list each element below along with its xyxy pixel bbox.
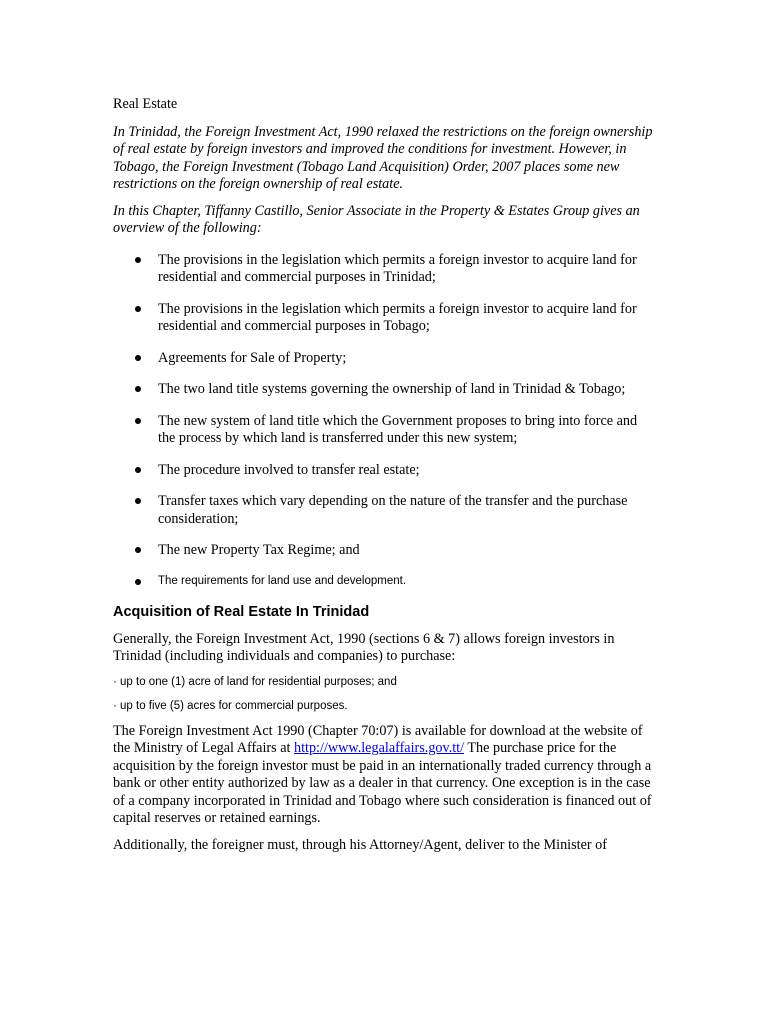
list-item: The new system of land title which the Government proposes to bring into force and the process by which land is transferred under this new system;: [113, 413, 653, 448]
overview-bullet-list: [113, 252, 653, 589]
document-page: [113, 96, 653, 854]
intro-paragraph: In Trinidad, the Foreign Investment Act, 1990 relaxed the restrictions on the foreign ownership of real estate by foreign investors and improved the conditions for investment. However, in Tobago, the Foreign Investment (Tobago Land Acquisition) Order, 2007 places some new restrictions on the foreign ownership of real estate.: [113, 123, 653, 192]
section-heading: Acquisition of Real Estate In Trinidad: [113, 603, 370, 620]
list-item: Transfer taxes which vary depending on the nature of the transfer and the purchase consideration;: [113, 493, 653, 528]
bullet-icon: [135, 355, 141, 361]
bullet-icon: [135, 498, 141, 504]
additional-paragraph: Additionally, the foreigner must, through his Attorney/Agent, deliver to the Minister of: [113, 836, 607, 853]
fia-paragraph: The Foreign Investment Act 1990 (Chapter 70:07) is available for download at the website of the Ministry of Legal Affairs at http://www.legalaffairs.gov.tt/ The purchase price for the acquisition by the foreign investor must be paid in an internationally traded currency through a bank or other entity authorized by law as a dealer in that currency. One exception is in the case of a company incorporated in Trinidad and Tobago where such consideration is financed out of capital reserves or retained earnings.: [113, 722, 652, 826]
bullet-icon: [135, 418, 141, 424]
list-item: The provisions in the legislation which permits a foreign investor to acquire land for residential and commercial purposes in Tobago;: [113, 301, 653, 336]
bullet-icon: [135, 306, 141, 312]
bullet-icon: [135, 547, 141, 553]
list-item: The procedure involved to transfer real estate;: [113, 462, 653, 480]
bullet-icon: [135, 386, 141, 392]
bullet-icon: [135, 257, 141, 263]
sub-item-commercial: · up to five (5) acres for commercial purposes.: [113, 699, 348, 712]
chapter-intro-paragraph: In this Chapter, Tiffanny Castillo, Senior Associate in the Property & Estates Group gives an overview of the following:: [113, 202, 640, 236]
list-item: The requirements for land use and development.: [113, 574, 653, 589]
general-paragraph: Generally, the Foreign Investment Act, 1990 (sections 6 & 7) allows foreign investors in Trinidad (including individuals and companies) to purchase:: [113, 630, 615, 664]
bullet-icon: [135, 467, 141, 473]
list-item: Agreements for Sale of Property;: [113, 350, 653, 368]
bullet-icon: [135, 579, 141, 585]
list-item: The provisions in the legislation which permits a foreign investor to acquire land for residential and commercial purposes in Trinidad;: [113, 252, 653, 287]
sub-item-residential: · up to one (1) acre of land for residential purposes; and: [113, 675, 397, 688]
legal-affairs-link[interactable]: http://www.legalaffairs.gov.tt/: [293, 740, 465, 756]
list-item: The two land title systems governing the ownership of land in Trinidad & Tobago;: [113, 381, 653, 399]
document-title: Real Estate: [113, 96, 178, 112]
list-item: The new Property Tax Regime; and: [113, 542, 653, 560]
